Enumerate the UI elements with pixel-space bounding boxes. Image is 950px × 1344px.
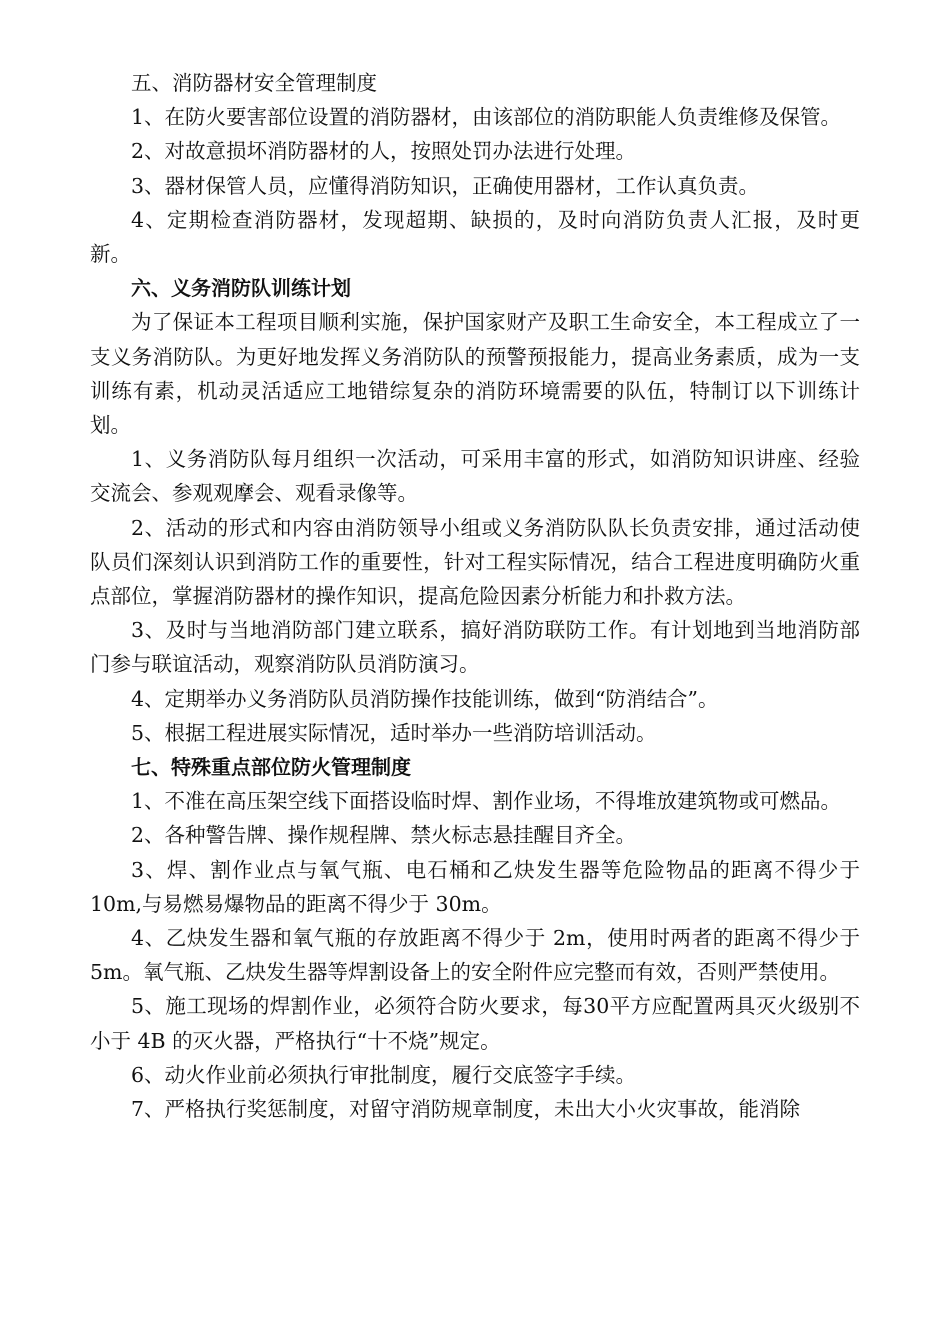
section-heading: 五、消防器材安全管理制度 bbox=[131, 71, 377, 95]
paragraph: 2、各种警告牌、操作规程牌、禁火标志悬挂醒目齐全。 bbox=[131, 823, 637, 848]
paragraph: 3、及时与当地消防部门建立联系，搞好消防联防工作。有计划地到当地消防部门参与联谊活动，观察消防队员消防演习。 bbox=[90, 618, 860, 677]
paragraph: 1、义务消防队每月组织一次活动，可采用丰富的形式，如消防知识讲座、经验交流会、参观观摩会、观看录像等。 bbox=[90, 447, 860, 506]
paragraph: 5、根据工程进展实际情况，适时举办一些消防培训活动。 bbox=[131, 720, 657, 745]
paragraph: 2、对故意损坏消防器材的人，按照处罚办法进行处理。 bbox=[131, 139, 637, 164]
paragraph: 7、严格执行奖惩制度，对留守消防规章制度，未出大小火灾事故，能消除 bbox=[131, 1097, 801, 1122]
paragraph: 2、活动的形式和内容由消防领导小组或义务消防队队长负责安排，通过活动使队员们深刻认识到消防工作的重要性，针对工程实际情况，结合工程进度明确防火重点部位，掌握消防器材的操作知识，提高危险因素分析能力和扑救方法。 bbox=[90, 515, 860, 609]
paragraph: 1、在防火要害部位设置的消防器材，由该部位的消防职能人负责维修及保管。 bbox=[131, 105, 842, 130]
paragraph: 4、定期举办义务消防队员消防操作技能训练，做到“防消结合”。 bbox=[131, 686, 719, 711]
document-page bbox=[90, 66, 860, 1126]
paragraph: 3、焊、割作业点与氧气瓶、电石桶和乙炔发生器等危险物品的距离不得少于 10m,与易燃易爆物品的距离不得少于 30m。 bbox=[90, 857, 860, 916]
paragraph: 4、乙炔发生器和氧气瓶的存放距离不得少于 2m，使用时两者的距离不得少于 5m。氧气瓶、乙炔发生器等焊割设备上的安全附件应完整而有效，否则严禁使用。 bbox=[90, 926, 860, 985]
section-heading: 六、义务消防队训练计划 bbox=[131, 276, 351, 301]
paragraph: 6、动火作业前必须执行审批制度，履行交底签字手续。 bbox=[131, 1062, 637, 1087]
paragraph: 为了保证本工程项目顺利实施，保护国家财产及职工生命安全，本工程成立了一支义务消防队。为更好地发挥义务消防队的预警预报能力，提高业务素质，成为一支训练有素，机动灵活适应工地错综复杂的消防环境需要的队伍，特制订以下训练计划。 bbox=[90, 310, 860, 438]
paragraph: 5、施工现场的焊割作业，必须符合防火要求，每30平方应配置两具灭火级别不小于 4B 的灭火器，严格执行“十不烧”规定。 bbox=[90, 994, 860, 1053]
paragraph: 3、器材保管人员，应懂得消防知识，正确使用器材，工作认真负责。 bbox=[131, 173, 760, 198]
section-heading: 七、特殊重点部位防火管理制度 bbox=[131, 755, 411, 780]
paragraph: 4、定期检查消防器材，发现超期、缺损的，及时向消防负责人汇报，及时更新。 bbox=[90, 207, 860, 267]
paragraph: 1、不准在高压架空线下面搭设临时焊、割作业场，不得堆放建筑物或可燃品。 bbox=[131, 789, 842, 814]
